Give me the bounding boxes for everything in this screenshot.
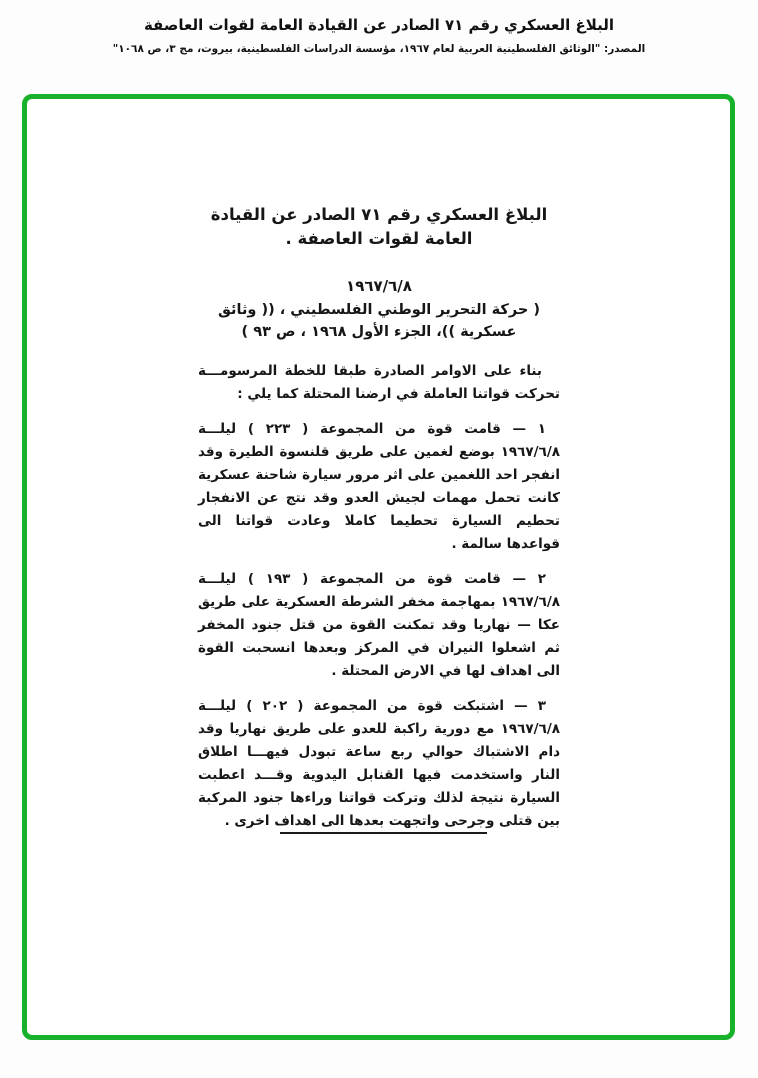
- communique-document: [198, 203, 560, 833]
- communique-title-line2: العامة لقوات العاصفة .: [285, 229, 473, 248]
- operation-paragraph-3: ٣ — اشتبكت قوة من المجموعة ( ٢٠٢ ) ليلـــة ١٩٦٧/٦/٨ مع دورية راكبة للعدو على طريق نهاريا وقد دام الاشتباك حوالي ربع ساعة تبودل فيهـــا اطلاق النار واستخدمت فيها القنابل اليدوية وقـــد اعطبت السيارة نتيجة لذلك وتركت قواتنا وراءها جنود المركبة بين قتلى وجرحى واتجهت بعدها الى اهداف اخرى .: [198, 698, 560, 829]
- operation-paragraph-1: ١ — قامت قوة من المجموعة ( ٢٢٣ ) ليلـــة ١٩٦٧/٦/٨ بوضع لغمين على طريق قلنسوة الطيرة وقد انفجر احد اللغمين على اثر مرور سيارة شاحنة عسكرية كانت تحمل مهمات لجيش العدو وقد نتج عن الانفجار تحطيم السيارة تحطيما كاملا وعادت قواتنا الى قواعدها سالمة .: [198, 421, 560, 552]
- header-title: البلاغ العسكري رقم ٧١ الصادر عن القيادة العامة لقوات العاصفة: [143, 16, 615, 34]
- page-header: [0, 16, 758, 55]
- communique-title: [198, 203, 560, 251]
- communique-citation-line2: عسكرية ))، الجزء الأول ١٩٦٨ ، ص ٩٣ ): [241, 324, 517, 340]
- communique-body: [198, 360, 560, 833]
- communique-citation-line1: ( حركة التحرير الوطني الفلسطيني ، (( وثائق: [217, 302, 541, 318]
- communique-citation: [198, 299, 560, 343]
- operation-paragraph-2: ٢ — قامت قوة من المجموعة ( ١٩٣ ) ليلـــة ١٩٦٧/٦/٨ بمهاجمة مخفر الشرطة العسكرية على طريق عكا — نهاريا وقد تمكنت القوة من قتل جنود المخفر ثم اشعلوا النيران في المركز وبعدها انسحبت القوة الى اهداف لها في الارض المحتلة .: [198, 571, 560, 679]
- footer-rule: [280, 832, 487, 834]
- header-source: المصدر: "الوثائق الفلسطينية العربية لعام ١٩٦٧، مؤسسة الدراسات الفلسطينية، بيروت، مج ٣، ص ١٠٦٨": [112, 43, 646, 55]
- communique-date: ١٩٦٧/٦/٨: [346, 277, 412, 295]
- intro-paragraph: بناء على الاوامر الصادرة طبقا للخطة المرسومـــة تحركت قواتنا العاملة في ارضنا المحتلة كما يلي :: [198, 363, 560, 402]
- communique-title-line1: البلاغ العسكري رقم ٧١ الصادر عن القيادة: [210, 205, 548, 224]
